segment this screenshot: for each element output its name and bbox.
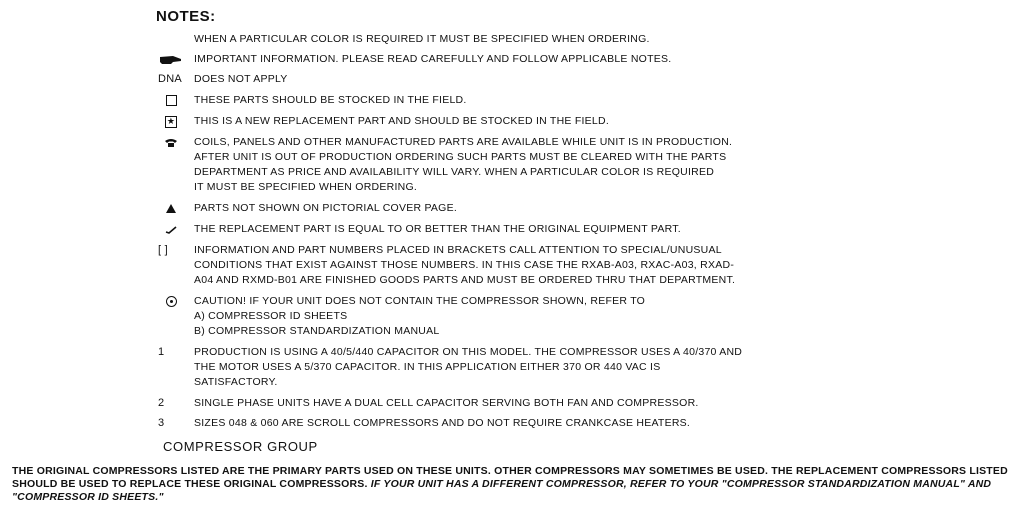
note-text: SINGLE PHASE UNITS HAVE A DUAL CELL CAPACITOR SERVING BOTH FAN AND COMPRESSOR. (194, 397, 699, 409)
note-text: THE REPLACEMENT PART IS EQUAL TO OR BETTER THAN THE ORIGINAL EQUIPMENT PART. (194, 223, 681, 235)
note-symbol-brackets: [ ] (158, 244, 168, 256)
note-text: THIS IS A NEW REPLACEMENT PART AND SHOULD BE STOCKED IN THE FIELD. (194, 115, 610, 127)
note-item-dna (148, 72, 868, 87)
note-item-1 (148, 345, 868, 390)
empty-box-icon (148, 93, 194, 108)
note-item-not-shown (148, 201, 868, 216)
triangle-icon (148, 201, 194, 216)
note-text: INFORMATION AND PART NUMBERS PLACED IN BRACKETS CALL ATTENTION TO SPECIAL/UNUSUAL CONDITIONS THAT EXIST AGAINST THOSE NUMBERS. IN THIS CASE THE RXAB-A03, RXAC-A03, RXAD- A04 AND RXMD-B01 ARE FINISHED GOODS PARTS AND MUST BE ORDERED THRU THAT DEPARTMENT. (194, 244, 736, 286)
star-box-icon: ★ (166, 116, 176, 126)
note-symbol-dna: DNA (158, 73, 182, 85)
note-item-manufactured-parts (148, 135, 868, 195)
note-number: 2 (158, 397, 165, 409)
compressor-group-paragraph (12, 465, 1012, 504)
note-item-3 (148, 416, 868, 431)
note-number: 1 (158, 346, 165, 358)
notes-list (148, 32, 868, 431)
note-text: WHEN A PARTICULAR COLOR IS REQUIRED IT MUST BE SPECIFIED WHEN ORDERING. (194, 33, 650, 45)
note-text: DOES NOT APPLY (194, 73, 288, 85)
note-text: CAUTION! IF YOUR UNIT DOES NOT CONTAIN THE COMPRESSOR SHOWN, REFER TO A) COMPRESSOR ID SHEETS B) COMPRESSOR STANDARDIZATION MANUAL (194, 295, 646, 337)
compressor-paragraph-italic: IF YOUR UNIT HAS A DIFFERENT COMPRESSOR, REFER TO YOUR "COMPRESSOR STANDARDIZATION MANUAL" AND "COMPRESSOR ID SHEETS." (12, 478, 992, 503)
circle-dot-icon (148, 294, 194, 309)
note-text: SIZES 048 & 060 ARE SCROLL COMPRESSORS AND DO NOT REQUIRE CRANKCASE HEATERS. (194, 417, 691, 429)
telephone-icon (148, 135, 194, 150)
note-item-2 (148, 396, 868, 411)
note-item-caution (148, 294, 868, 339)
note-number: 3 (158, 417, 165, 429)
check-mark-icon (148, 222, 194, 237)
note-item-new-part (148, 114, 868, 129)
note-text: PRODUCTION IS USING A 40/5/440 CAPACITOR ON THIS MODEL. THE COMPRESSOR USES A 40/370 AND THE MOTOR USES A 5/370 CAPACITOR. IN THIS APPLICATION EITHER 370 OR 440 VAC IS SATISFACTORY. (194, 346, 743, 388)
note-text: COILS, PANELS AND OTHER MANUFACTURED PARTS ARE AVAILABLE WHILE UNIT IS IN PRODUCTION. AFTER UNIT IS OUT OF PRODUCTION ORDERING SUCH PARTS MUST BE CLEARED WITH THE PARTS DEPARTMENT AS PRICE AND AVAILABILITY WILL VARY. WHEN A PARTICULAR COLOR IS REQUIRED IT MUST BE SPECIFIED WHEN ORDERING. (194, 136, 733, 193)
note-text: PARTS NOT SHOWN ON PICTORIAL COVER PAGE. (194, 202, 458, 214)
note-symbol-blank (148, 32, 194, 47)
compressor-paragraph-regular: THE ORIGINAL COMPRESSORS LISTED ARE THE PRIMARY PARTS USED ON THESE UNITS. OTHER COMPRESSORS MAY SOMETIMES BE USED. THE REPLACEMENT COMPRESSORS LISTED SHOULD BE USED TO REPLACE THESE ORIGINAL COMPRESSORS. (12, 465, 1008, 490)
note-item-equal-or-better (148, 222, 868, 237)
note-item-stocked (148, 93, 868, 108)
note-text: THESE PARTS SHOULD BE STOCKED IN THE FIELD. (194, 94, 467, 106)
note-item-color (148, 32, 868, 47)
note-text: IMPORTANT INFORMATION. PLEASE READ CAREFULLY AND FOLLOW APPLICABLE NOTES. (194, 53, 672, 65)
pointing-hand-icon (148, 52, 194, 67)
note-item-important (148, 52, 868, 67)
compressor-group-title: COMPRESSOR GROUP (163, 439, 318, 454)
note-item-brackets (148, 243, 868, 288)
notes-title: NOTES: (156, 8, 216, 25)
